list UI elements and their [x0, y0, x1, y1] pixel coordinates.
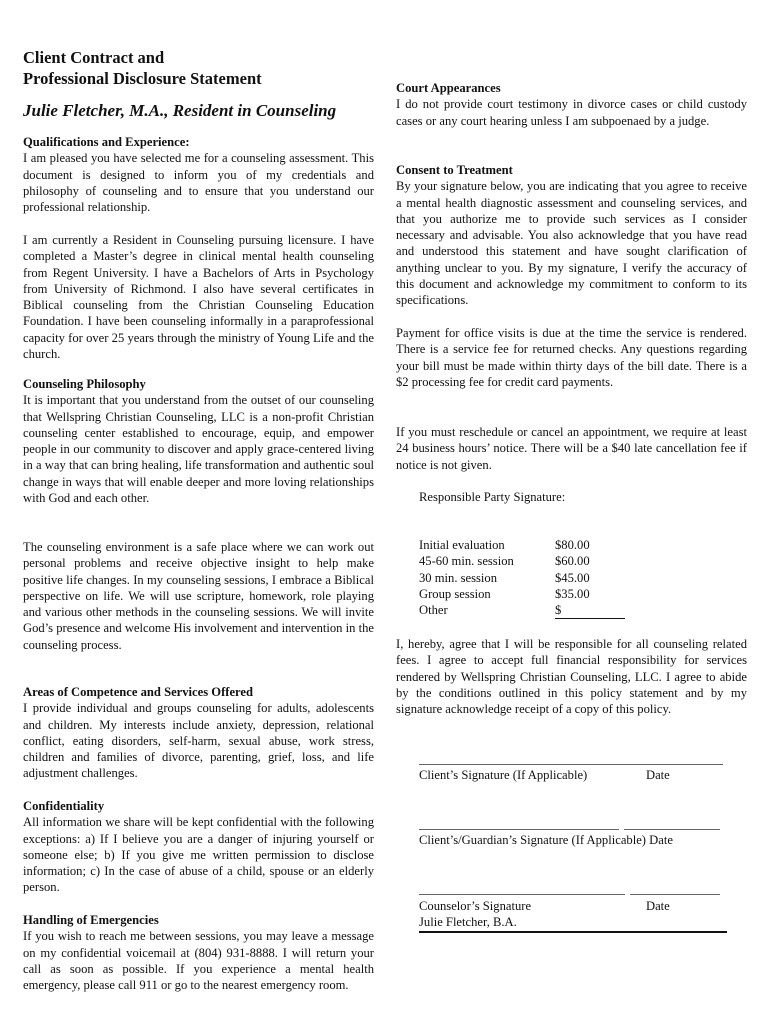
cancellation-paragraph: If you must reschedule or cancel an appointment, we require at least 24 business hours’ notice. There will be a $40 late cancellation fee if notice is not given.: [396, 425, 747, 472]
fee-row: [419, 537, 625, 553]
court-paragraph: I do not provide court testimony in divorce cases or child custody cases or any court hearing unless I am subpoenaed by a judge.: [396, 97, 747, 128]
client-signature-label: Client’s Signature (If Applicable): [419, 768, 588, 782]
fee-row: [419, 570, 625, 586]
responsible-party-block: [419, 489, 719, 505]
consent-heading: Consent to Treatment: [396, 163, 513, 177]
client-signature-line[interactable]: [419, 764, 723, 765]
counselor-name: Julie Fletcher, B.A.: [419, 915, 517, 929]
fee-label: Group session: [419, 586, 491, 601]
payment-paragraph: Payment for office visits is due at the time the service is rendered. There is a service fee for returned checks. Any questions regarding your bill must be made within thirty days of the bill date. There is a $2 processing fee for credit card payments.: [396, 326, 747, 389]
confidentiality-section: [23, 798, 374, 896]
philosophy-heading: Counseling Philosophy: [23, 377, 146, 391]
fee-label: 30 min. session: [419, 570, 498, 585]
philosophy-section: [23, 376, 374, 506]
confidentiality-paragraph: All information we share will be kept confidential with the following exceptions: a) If I believe you are a danger of injuring yourself or someone else; b) If you give me written permission to disclose information; c) In the case of abuse of a child, spouse or an elderly person.: [23, 815, 374, 895]
consent-section: [396, 162, 747, 309]
client-date-label: Date: [646, 768, 670, 782]
fee-schedule: [419, 537, 625, 619]
cancellation-block: [396, 424, 747, 473]
fee-other-amount-field[interactable]: [555, 602, 625, 619]
fee-label: 45-60 min. session: [419, 554, 514, 569]
confidentiality-heading: Confidentiality: [23, 799, 105, 813]
counselor-date-line[interactable]: [630, 894, 720, 895]
agreement-paragraph: I, hereby, agree that I will be responsible for all counseling related fees. I agree to accept full financial responsibility for services rendered by Wellspring Christian Counseling, LLC. I agree to abide by the conditions outlined in this policy statement and by my signature acknowledge receipt of a copy of this policy.: [396, 637, 747, 717]
philosophy-paragraph-2: The counseling environment is a safe place where we can work out personal problems and receive objective insight to help make positive life changes. In my counseling sessions, I embrace a Biblical perspective on life. We will use scripture, homework, role playing and various other methods in the counseling sessions. We will invite God’s presence and welcome His involvement and intervention in the counseling process.: [23, 540, 374, 652]
emergencies-heading: Handling of Emergencies: [23, 913, 159, 927]
payment-block: [396, 325, 747, 390]
title-line-2: Professional Disclosure Statement: [23, 69, 262, 88]
philosophy-paragraph-2-block: [23, 539, 374, 653]
qualifications-paragraph-2-block: [23, 232, 374, 362]
counselor-signature-label: Counselor’s Signature: [419, 899, 532, 913]
court-heading: Court Appearances: [396, 81, 501, 95]
court-section: [396, 80, 747, 129]
title-line-1: Client Contract and: [23, 48, 165, 67]
counselor-subtitle: Julie Fletcher, M.A., Resident in Counseling: [23, 101, 337, 120]
closing-rule: [419, 931, 727, 933]
philosophy-paragraph-1: It is important that you understand from the outset of our counseling that Wellspring Christian Counseling, LLC is a non-profit Christian counseling center established to encourage, equip, and empower people in our community to discover and apply grace-centered living in a way that can bring healing, life transformation and authentic soul change in ways that will enable deeper and more loving relationships with God and each other.: [23, 393, 374, 506]
counselor-signature-line[interactable]: [419, 894, 625, 895]
fee-row: [419, 553, 625, 569]
qualifications-heading: Qualifications and Experience:: [23, 135, 190, 149]
document-title: [23, 47, 383, 89]
fee-other-amount: $: [555, 603, 562, 618]
qualifications-section: [23, 134, 374, 215]
fee-amount: $45.00: [555, 570, 590, 585]
fee-row-other: [419, 602, 625, 619]
fee-label: Initial evaluation: [419, 538, 505, 552]
competence-heading: Areas of Competence and Services Offered: [23, 685, 254, 699]
guardian-date-line[interactable]: [624, 829, 720, 830]
counselor-date-label: Date: [646, 899, 670, 913]
emergencies-paragraph: If you wish to reach me between sessions, you may leave a message on my confidential voicemail at (804) 931-8888. I will return your call as soon as possible. If you experience a mental health emergency, please call 911 or go to the nearest emergency room.: [23, 929, 374, 993]
agreement-block: [396, 636, 747, 717]
emergencies-section: [23, 912, 374, 993]
fee-amount: $35.00: [555, 586, 590, 601]
fee-amount: $80.00: [555, 538, 590, 552]
guardian-signature-line[interactable]: [419, 829, 619, 830]
guardian-signature-label: Client’s/Guardian’s Signature (If Applicable) Date: [419, 833, 673, 847]
fee-other-label: Other: [419, 603, 448, 618]
qualifications-paragraph-2: I am currently a Resident in Counseling pursuing licensure. I have completed a Master’s degree in clinical mental health counseling from Regent University. I have a Bachelors of Arts in Psychology from University of Richmond. I also have several certificates in Biblical counseling from the Christian Counseling Education Foundation. I have been counseling informally in a paraprofessional capacity for over 25 years through the ministry of Young Life and the church.: [23, 233, 374, 362]
responsible-party-label: Responsible Party Signature:: [419, 490, 566, 504]
consent-paragraph: By your signature below, you are indicating that you agree to receive a mental health diagnostic assessment and counseling services, and that you authorize me to provide such services as I consider necessary and advisable. You also acknowledge that you have read and understood this statement and have sought clarification of anything unclear to you. By my signature, I verify the accuracy of this document and acknowledge my commitment to conform to its specifications.: [396, 179, 747, 308]
competence-section: [23, 684, 374, 782]
qualifications-paragraph-1: I am pleased you have selected me for a counseling assessment. This document is designed to inform you of my credentials and philosophy of counseling and to ensure that you understand our professional relationship.: [23, 151, 374, 215]
competence-paragraph: I provide individual and groups counseling for adults, adolescents and children. My interests include anxiety, depression, relational conflict, eating disorders, self-harm, sexual abuse, work stress, children and families of divorce, parenting, grief, loss, and life adjustment challenges.: [23, 701, 374, 781]
fee-row: [419, 586, 625, 602]
fee-amount: $60.00: [555, 554, 590, 569]
